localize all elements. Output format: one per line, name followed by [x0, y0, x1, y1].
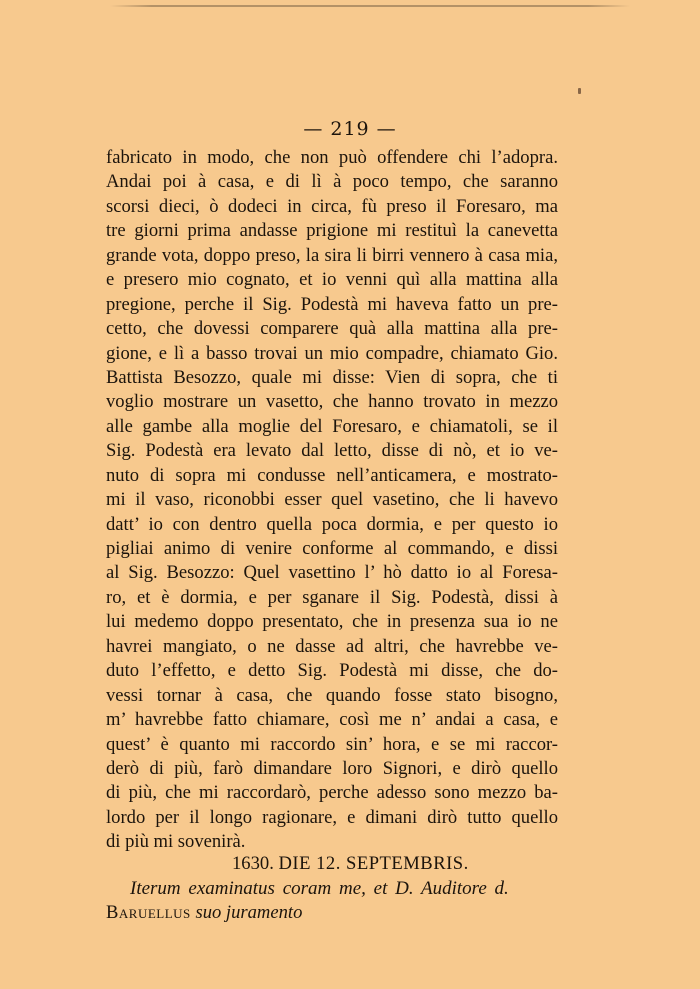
date-heading — [232, 853, 469, 875]
ink-speck — [578, 88, 581, 94]
text-line: al Sig. Besozzo: Quel vasettino l’ hò datto io al Foresa- — [106, 562, 558, 584]
text-line: quest’ è quanto mi raccordo sin’ hora, e se mi raccor- — [106, 733, 558, 755]
body-text — [106, 146, 558, 855]
text-line: datt’ io con dentro quella poca dormia, e per questo io — [106, 513, 558, 535]
text-line: tre giorni prima andasse prigione mi restituì la canevetta — [106, 220, 558, 242]
text-line: m’ havrebbe fatto chiamare, così me n’ andai a casa, e — [106, 709, 558, 731]
top-rule-divider — [110, 5, 630, 7]
text-line: fabricato in modo, che non può offendere chi l’adopra. — [106, 147, 558, 168]
date-year: 1630. — [232, 853, 274, 874]
text-line: scorsi dieci, ò dodeci in circa, fù preso il Foresaro, ma — [106, 195, 558, 217]
text-line: havrei mangiato, o ne dasse ad altri, che havrebbe ve- — [106, 635, 558, 657]
text-line: nuto di sopra mi condusse nell’anticamera, e mostrato- — [106, 464, 558, 486]
text-line: cetto, che dovessi comparere quà alla mattina alla pre- — [106, 318, 558, 340]
text-line: di più mi sovenirà. — [106, 831, 246, 853]
examination-note: Iterum examinatus coram me, et D. Auditore d. — [130, 878, 509, 899]
text-line: di più, che mi raccordarò, perche adesso sono mezzo ba- — [106, 782, 558, 804]
text-line: pigliai animo di venire conforme al commando, e dissi — [106, 538, 558, 559]
date-day-month: DIE 12. SEPTEMBRIS. — [278, 853, 469, 874]
text-line: voglio mostrare un vasetto, che hanno trovato in mezzo — [106, 391, 558, 413]
text-line: derò di più, farò dimandare loro Signori, e dirò quello — [106, 757, 558, 779]
text-line: alle gambe alla moglie del Foresaro, e chiamatoli, se il — [106, 415, 558, 437]
oath-note: suo juramento — [195, 902, 303, 923]
text-line: mi il vaso, riconobbi esser quel vasetino, che li havevo — [106, 489, 558, 511]
closing-line — [106, 902, 302, 924]
text-line: lui medemo doppo presentato, che in presenza sua io ne — [106, 611, 558, 633]
text-line: gione, e lì a basso trovai un mio compadre, chiamato Gio. — [106, 342, 558, 364]
text-line: Sig. Podestà era levato dal letto, disse di nò, et io ve- — [106, 440, 558, 462]
text-line: e presero mio cognato, et io venni quì alla mattina alla — [106, 269, 558, 291]
text-line: lordo per il longo ragionare, e dimani dirò tutto quello — [106, 806, 558, 828]
text-line: pregione, perche il Sig. Podestà mi haveva fatto un pre- — [106, 293, 558, 315]
text-line: Battista Besozzo, quale mi disse: Vien di sopra, che ti — [106, 366, 558, 388]
text-line: Andai poi à casa, e di lì à poco tempo, che saranno — [106, 171, 558, 193]
text-line: ro, et è dormia, e per sganare il Sig. Podestà, dissi à — [106, 586, 558, 608]
text-line: vessi tornar à casa, che quando fosse stato bisogno, — [106, 684, 558, 706]
page-number: — 219 — — [303, 118, 397, 140]
witness-name: Baruellus — [106, 902, 191, 923]
text-line: duto l’effetto, e detto Sig. Podestà mi disse, che do- — [106, 660, 558, 682]
text-line: grande vota, doppo preso, la sira li birri vennero à casa mia, — [106, 244, 558, 266]
